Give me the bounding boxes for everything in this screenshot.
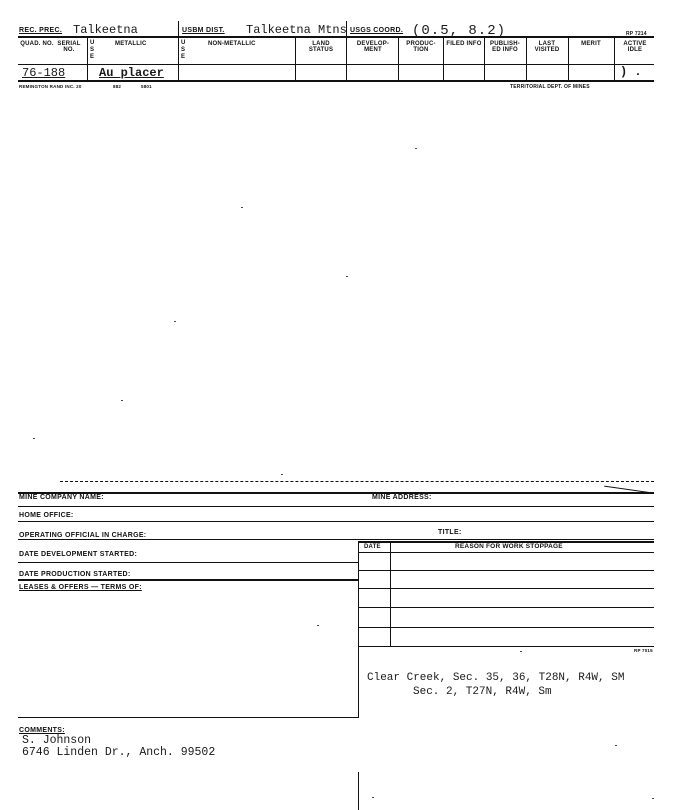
comment-line-2: 6746 Linden Dr., Anch. 99502 (22, 746, 216, 759)
speck (520, 651, 522, 652)
speck (317, 625, 319, 626)
location-line-1: Clear Creek, Sec. 35, 36, T28N, R4W, SM (367, 672, 625, 684)
mine-company-name-label: MINE COMPANY NAME: (19, 494, 104, 501)
home-office-label: HOME OFFICE: (19, 512, 74, 519)
quad-serial-value: 76-188 (22, 66, 66, 80)
speck (346, 276, 348, 277)
col-land-status: LAND STATUS (308, 41, 334, 53)
col-merit: MERIT (581, 41, 601, 47)
col-quad-no: QUAD. NO. (20, 41, 54, 47)
metallic-value: Au placer (99, 66, 164, 80)
comment-line-1: S. Johnson (22, 734, 92, 747)
speck (241, 207, 243, 208)
mine-address-label: MINE ADDRESS: (372, 494, 432, 501)
rec-prec-label: REC. PREC. (19, 27, 63, 34)
speck (652, 798, 654, 799)
usbm-dist-value: Talkeetna Mtns (246, 23, 347, 37)
col-production: PRODUC-TION (406, 41, 436, 53)
operating-official-label: OPERATING OFFICIAL IN CHARGE: (19, 532, 147, 539)
speck (372, 797, 374, 798)
code-2: 5801 (141, 84, 152, 89)
title-label: TITLE: (438, 529, 462, 536)
usgs-coord-value: (0.5, 8.2) (412, 23, 507, 39)
speck (415, 148, 417, 149)
date-column-header: DATE (364, 544, 381, 550)
printer-note: REMINGTON RAND INC. 20 (19, 84, 82, 89)
col-published-info: PUBLISH-ED INFO (490, 41, 520, 53)
speck (33, 438, 35, 439)
date-development-started-label: DATE DEVELOPMENT STARTED: (19, 551, 138, 558)
rec-prec-value: Talkeetna (73, 23, 138, 37)
speck (281, 474, 283, 475)
col-active-idle: ACTIVE IDLE (623, 41, 647, 53)
speck (121, 400, 123, 401)
col-metallic: METALLIC (115, 41, 147, 47)
active-idle-mark: ) . (620, 65, 642, 79)
col-last-visited: LAST VISITED (534, 41, 560, 53)
speck (615, 745, 617, 746)
comments-label: COMMENTS: (19, 727, 65, 734)
col-serial-no: SERIAL NO. (57, 41, 81, 53)
form-number-top: RP 7214 (626, 31, 647, 37)
col-use-metallic: U S E (90, 40, 95, 60)
date-production-started-label: DATE PRODUCTION STARTED: (19, 571, 131, 578)
form-number-bottom: RP 7015 (634, 648, 653, 653)
col-use-nonmetallic: U S E (181, 40, 186, 60)
location-line-2: Sec. 2, T27N, R4W, Sm (413, 686, 552, 698)
reason-column-header: REASON FOR WORK STOPPAGE (455, 543, 563, 550)
col-development: DEVELOP-MENT (356, 41, 390, 53)
usbm-dist-label: USBM DIST. (182, 27, 225, 34)
col-filed-info: FILED INFO (446, 41, 482, 47)
col-nonmetallic: NON-METALLIC (208, 41, 256, 47)
speck (174, 321, 176, 322)
usgs-coord-label: USGS COORD. (350, 27, 404, 34)
code-1: 882 (113, 84, 122, 89)
leases-offers-label: LEASES & OFFERS — TERMS OF: (19, 584, 142, 591)
dept-name: TERRITORIAL DEPT. OF MINES (510, 84, 590, 90)
